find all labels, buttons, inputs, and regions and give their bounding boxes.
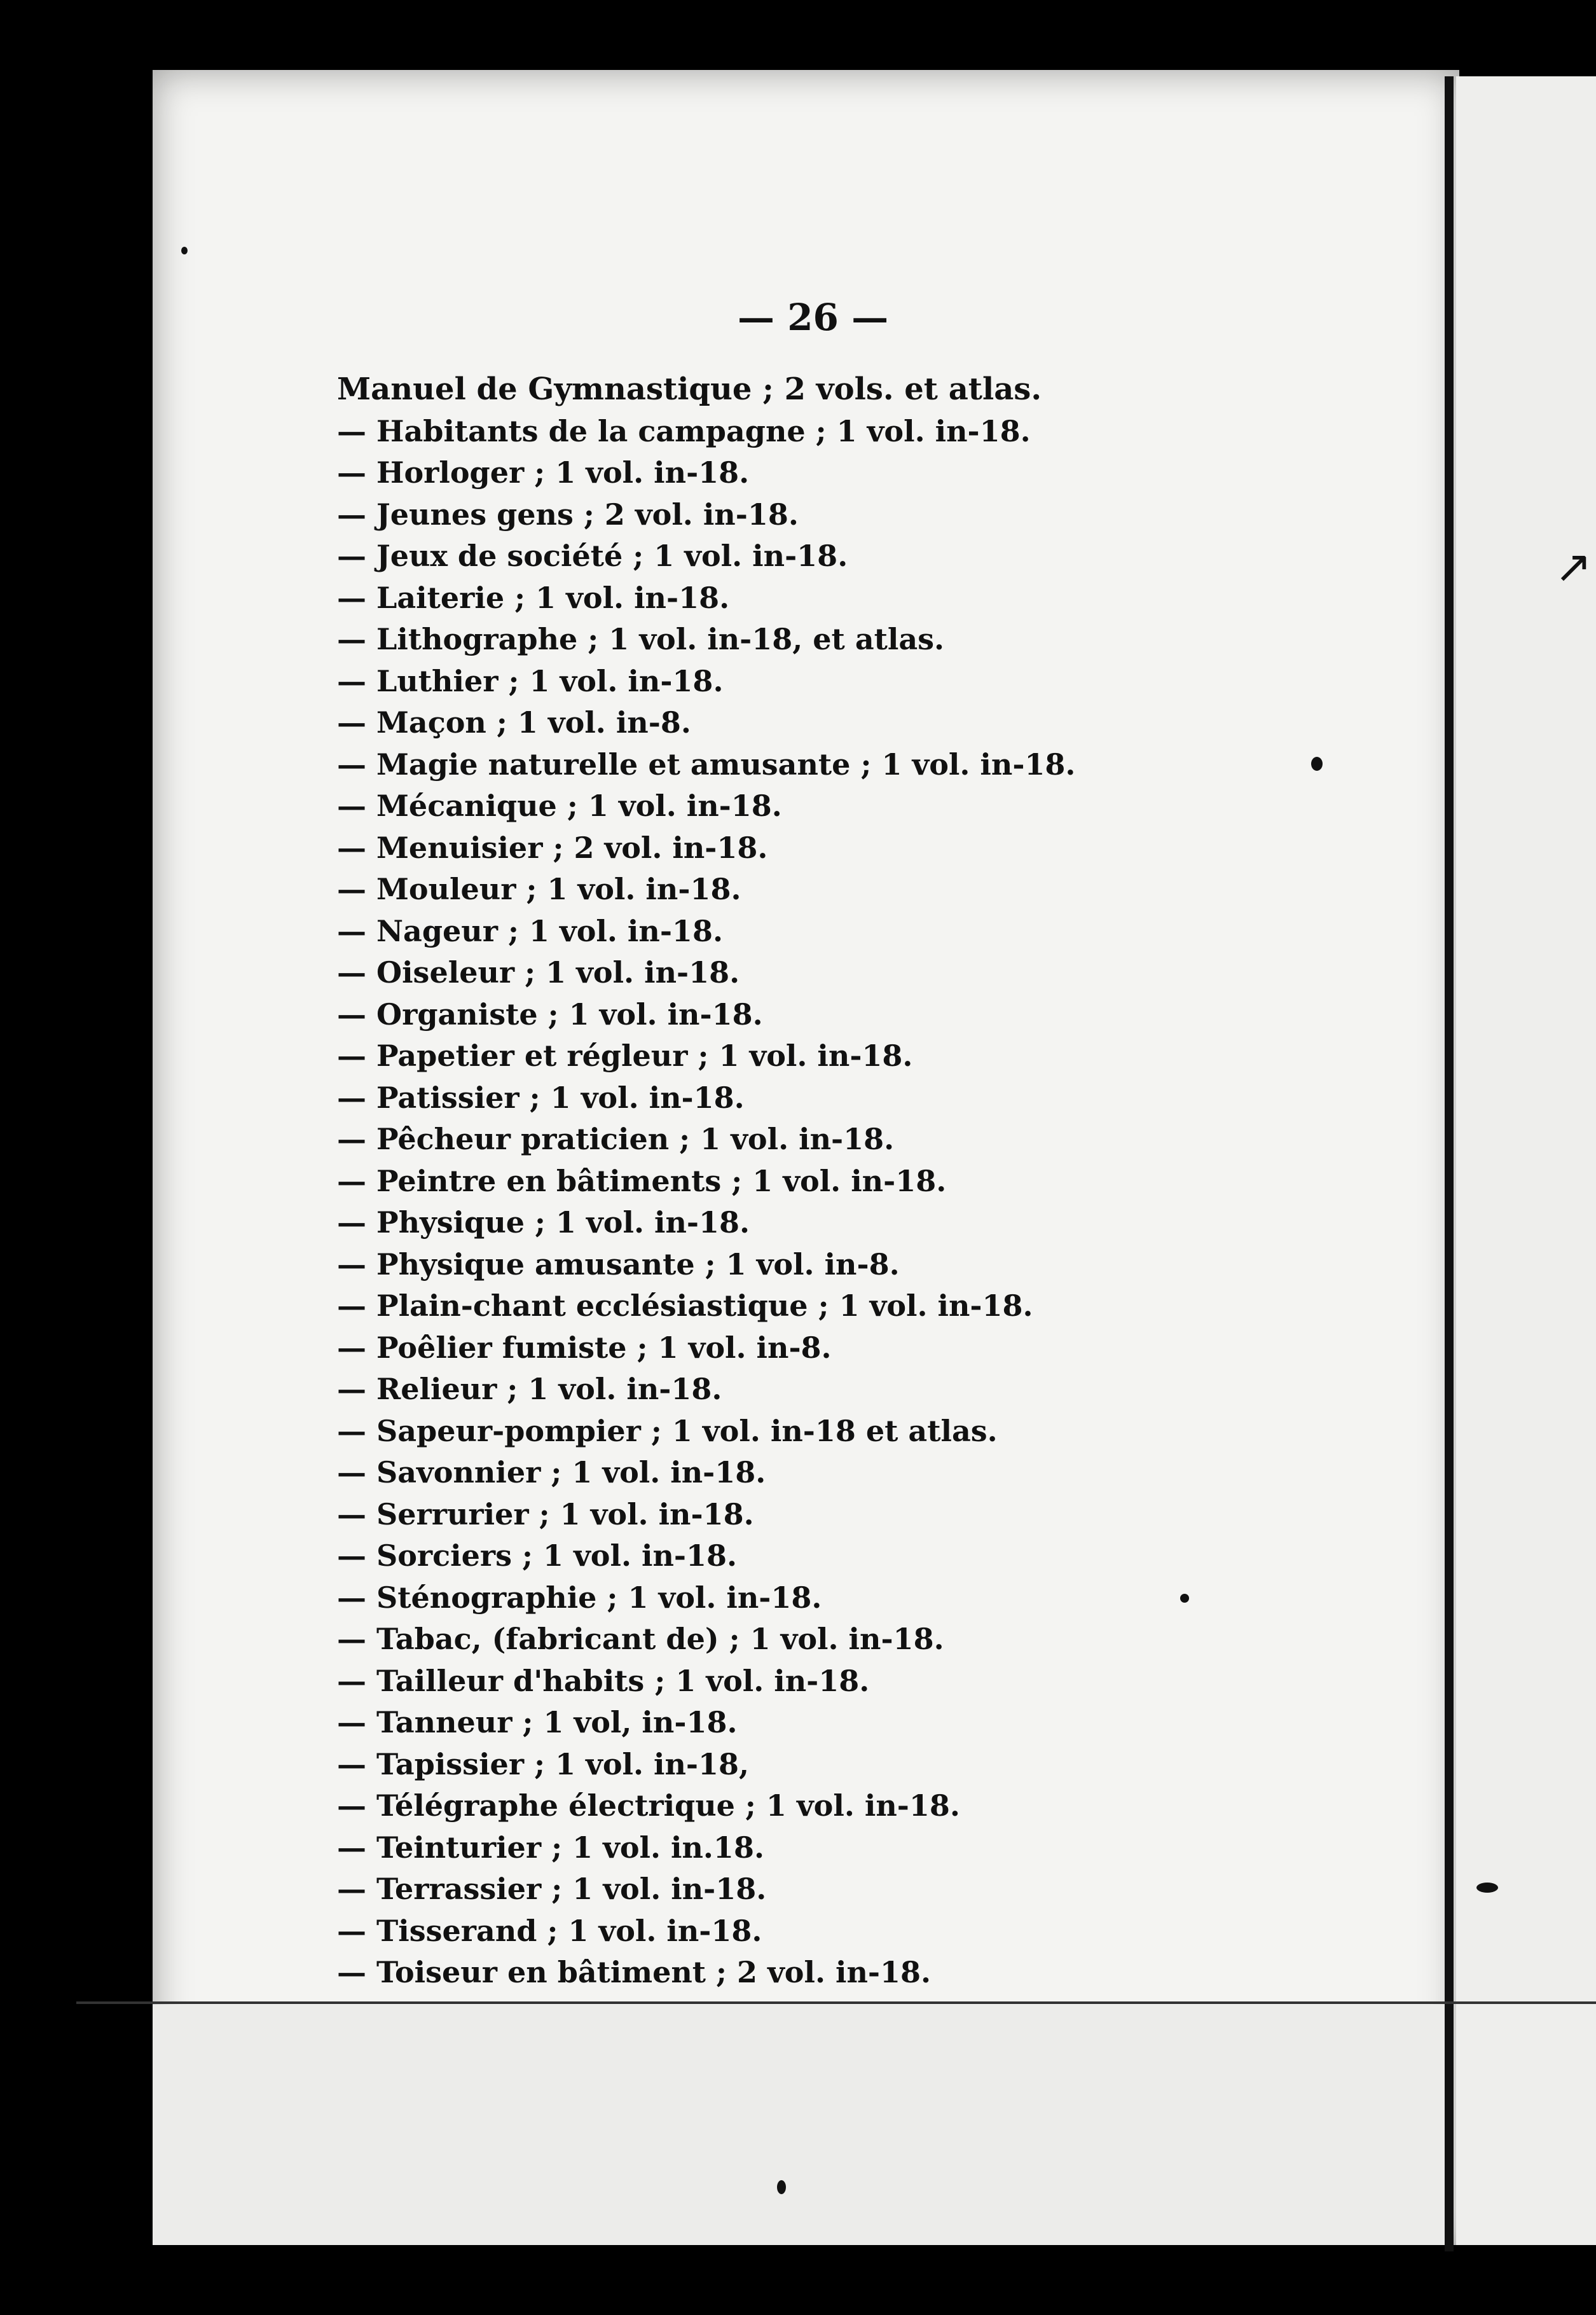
catalog-entry: — Tapissier ; 1 vol. in-18, (337, 1746, 750, 1781)
catalog-entry: — Jeux de société ; 1 vol. in-18. (337, 539, 848, 573)
catalog-entry: — Relieur ; 1 vol. in-18. (337, 1372, 722, 1406)
catalog-entry: — Toiseur en bâtiment ; 2 vol. in-18. (337, 1955, 932, 1989)
catalog-entry: — Nageur ; 1 vol. in-18. (337, 913, 723, 948)
catalog-entry: — Organiste ; 1 vol. in-18. (337, 997, 763, 1032)
catalog-entry: — Sapeur-pompier ; 1 vol. in-18 et atlas. (337, 1413, 998, 1448)
catalog-entry: — Lithographe ; 1 vol. in-18, et atlas. (337, 622, 945, 656)
bottom-margin (153, 2005, 1445, 2245)
ink-speck (1476, 1883, 1498, 1893)
ink-speck (777, 2180, 786, 2194)
catalog-entry: — Savonnier ; 1 vol. in-18. (337, 1455, 766, 1489)
catalog-entry: — Terrassier ; 1 vol. in-18. (337, 1872, 767, 1906)
catalog-entry: — Maçon ; 1 vol. in-8. (337, 705, 691, 740)
ink-speck (1311, 757, 1323, 771)
catalog-entry: — Télégraphe électrique ; 1 vol. in-18. (337, 1788, 960, 1823)
catalog-entry: — Oiseleur ; 1 vol. in-18. (337, 955, 740, 990)
adjacent-page-edge (1456, 76, 1596, 2245)
catalog-entry: — Poêlier fumiste ; 1 vol. in-8. (337, 1330, 832, 1365)
page-number: — 26 — (738, 296, 889, 339)
catalog-list (337, 369, 1075, 1994)
margin-arrow-mark: ↗ (1555, 541, 1592, 593)
catalog-entry: — Tanneur ; 1 vol, in-18. (337, 1705, 738, 1739)
catalog-entry: — Sténographie ; 1 vol. in-18. (337, 1580, 822, 1615)
catalog-entry: — Physique amusante ; 1 vol. in-8. (337, 1247, 900, 1282)
catalog-entry: — Luthier ; 1 vol. in-18. (337, 663, 724, 698)
catalog-entry: — Menuisier ; 2 vol. in-18. (337, 830, 768, 865)
ink-speck (1180, 1594, 1189, 1603)
catalog-entry: — Magie naturelle et amusante ; 1 vol. in-18. (337, 747, 1076, 782)
ink-speck (181, 247, 188, 254)
catalog-entry: — Laiterie ; 1 vol. in-18. (337, 580, 730, 615)
catalog-entry: — Jeunes gens ; 2 vol. in-18. (337, 497, 799, 532)
catalog-entry: — Mécanique ; 1 vol. in-18. (337, 789, 782, 823)
catalog-entry: — Teinturier ; 1 vol. in.18. (337, 1830, 764, 1865)
catalog-entry: — Peintre en bâtiments ; 1 vol. in-18. (337, 1163, 947, 1198)
bottom-rule (76, 2001, 1596, 2004)
catalog-entry: — Papetier et régleur ; 1 vol. in-18. (337, 1039, 913, 1073)
catalog-entry: — Physique ; 1 vol. in-18. (337, 1205, 750, 1240)
gutter-line (1445, 76, 1454, 2251)
catalog-entry: — Tailleur d'habits ; 1 vol. in-18. (337, 1663, 870, 1698)
catalog-entry: — Sorciers ; 1 vol. in-18. (337, 1538, 738, 1573)
catalog-entry: — Mouleur ; 1 vol. in-18. (337, 872, 741, 906)
catalog-entry: — Tisserand ; 1 vol. in-18. (337, 1913, 762, 1948)
catalog-entry: — Habitants de la campagne ; 1 vol. in-18. (337, 413, 1031, 448)
catalog-entry: — Tabac, (fabricant de) ; 1 vol. in-18. (337, 1622, 944, 1656)
catalog-entry: — Horloger ; 1 vol. in-18. (337, 455, 750, 490)
catalog-entry: — Pêcheur praticien ; 1 vol. in-18. (337, 1122, 895, 1156)
catalog-entry: Manuel de Gymnastique ; 2 vols. et atlas. (337, 371, 1042, 407)
catalog-entry: — Patissier ; 1 vol. in-18. (337, 1080, 745, 1115)
catalog-entry: — Plain-chant ecclésiastique ; 1 vol. in-18. (337, 1289, 1033, 1323)
catalog-entry: — Serrurier ; 1 vol. in-18. (337, 1496, 754, 1531)
